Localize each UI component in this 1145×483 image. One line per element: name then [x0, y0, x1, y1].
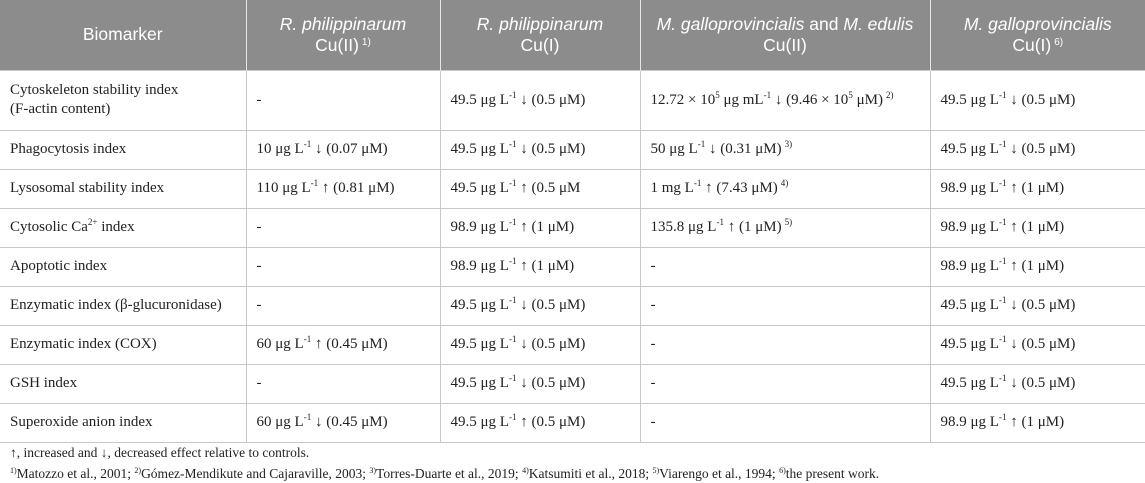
value-cell: - [640, 286, 930, 325]
value-cell: 98.9 μg $L^{-1}$ ↑ (1 μM) [440, 247, 640, 286]
value-cell: 1 mg $L^{-1}$ ↑ (7.43 μM) $^{4)}$ [640, 169, 930, 208]
footnote-references [10, 466, 879, 482]
value-cell: 49.5 μg $L^{-1}$ ↓ (0.5 μM) [930, 364, 1145, 403]
table-row [0, 70, 1145, 130]
value-cell: 49.5 μg $L^{-1}$ ↑ (0.5 μM) [440, 403, 640, 442]
footnote-ref-number: 3) [369, 466, 377, 475]
table-row [0, 130, 1145, 169]
value-cell: 49.5 μg $L^{-1}$ ↓ (0.5 μM) [930, 325, 1145, 364]
header-row [0, 0, 1145, 70]
biomarker-cell: Lysosomal stability index [0, 169, 246, 208]
header-species: M. galloprovincialis [963, 13, 1112, 34]
footnote-ref-number: 2) [134, 466, 142, 475]
value-cell: 135.8 μg $L^{-1}$ ↑ (1 μM) $^{5)}$ [640, 208, 930, 247]
value-cell: - [640, 364, 930, 403]
biomarker-cell: Cytosolic $Ca^{2+}$ index [0, 208, 246, 247]
table-row [0, 286, 1145, 325]
header-species-2: M. edulis [843, 13, 914, 34]
value-cell: - [246, 247, 440, 286]
header-rp-cu1 [440, 0, 640, 70]
biomarker-cell: Apoptotic index [0, 247, 246, 286]
value-cell: 98.9 μg $L^{-1}$ ↑ (1 μM) [440, 208, 640, 247]
value-cell: 49.5 μg $L^{-1}$ ↓ (0.5 μM) [440, 325, 640, 364]
header-ref: 1) [361, 36, 371, 48]
header-copper-form: Cu(I) [520, 34, 560, 55]
biomarker-cell: Phagocytosis index [0, 130, 246, 169]
footnote-ref-text: Gómez-Mendikute and Cajaraville, 2003; [141, 466, 370, 481]
footnote-ref-number: 4) [522, 466, 529, 475]
header-species: M. galloprovincialis [656, 13, 805, 34]
value-cell: 110 μg $L^{-1}$ ↑ (0.81 μM) [246, 169, 440, 208]
value-cell: 10 μg $L^{-1}$ ↓ (0.07 μM) [246, 130, 440, 169]
header-copper-form: Cu(II) [763, 34, 807, 55]
footnote-ref-number: 6) [779, 466, 786, 475]
biomarker-cell: Superoxide anion index [0, 403, 246, 442]
header-species: R. philippinarum [476, 13, 604, 34]
value-cell: - [246, 208, 440, 247]
value-cell: 60 μg $L^{-1}$ ↓ (0.45 μM) [246, 403, 440, 442]
value-cell: 98.9 μg $L^{-1}$ ↑ (1 μM) [930, 208, 1145, 247]
biomarker-cell: Enzymatic index (β-glucuronidase) [0, 286, 246, 325]
value-cell: - [246, 364, 440, 403]
footnote-ref-number: 5) [652, 466, 660, 475]
value-cell: - [640, 325, 930, 364]
table-row [0, 169, 1145, 208]
header-species: R. philippinarum [279, 13, 407, 34]
value-cell: 60 μg $L^{-1}$ ↑ (0.45 μM) [246, 325, 440, 364]
biomarker-cell: Cytoskeleton stability index (F-actin content) [0, 70, 246, 130]
value-cell: 49.5 μg $L^{-1}$ ↓ (0.5 μM) [440, 364, 640, 403]
value-cell: 49.5 μg $L^{-1}$ ↓ (0.5 μM) [440, 70, 640, 130]
header-conj: and [809, 13, 839, 34]
header-biomarker [0, 0, 246, 70]
value-cell: 49.5 μg $L^{-1}$ ↓ (0.5 μM) [930, 286, 1145, 325]
header-mg-cu1 [930, 0, 1145, 70]
footnote-ref-text: Viarengo et al., 1994; [659, 466, 780, 481]
footnote-legend [10, 445, 309, 461]
value-cell: 49.5 μg $L^{-1}$ ↓ (0.5 μM) [930, 70, 1145, 130]
value-cell: 98.9 μg $L^{-1}$ ↑ (1 μM) [930, 247, 1145, 286]
footnote-ref-text: the present work. [785, 466, 880, 481]
value-cell: - [246, 286, 440, 325]
value-cell: - [640, 247, 930, 286]
value-cell: 49.5 μg $L^{-1}$ ↓ (0.5 μM) [930, 130, 1145, 169]
value-cell: - [640, 403, 930, 442]
footnote-ref-text: Torres-Duarte et al., 2019; [376, 466, 523, 481]
table-row [0, 403, 1145, 442]
value-cell: $12.72 \times 10^5$ μg $mL^{-1}$ ↓ ($9.46 \times 10^5$ μM) $^{2)}$ [640, 70, 930, 130]
table-row [0, 208, 1145, 247]
value-cell: 98.9 μg $L^{-1}$ ↑ (1 μM) [930, 169, 1145, 208]
footnote-legend-text: ↑, increased and ↓, decreased effect relative to controls. [10, 445, 310, 460]
value-cell: 49.5 μg $L^{-1}$ ↑ (0.5 μM [440, 169, 640, 208]
footnote-ref-text: Matozzo et al., 2001; [16, 466, 135, 481]
value-cell: 49.5 μg $L^{-1}$ ↓ (0.5 μM) [440, 286, 640, 325]
table-row [0, 364, 1145, 403]
value-cell: 50 μg $L^{-1}$ ↓ (0.31 μM) $^{3)}$ [640, 130, 930, 169]
table-row [0, 325, 1145, 364]
footnote-ref-text: Katsumiti et al., 2018; [528, 466, 653, 481]
value-cell: 98.9 μg $L^{-1}$ ↑ (1 μM) [930, 403, 1145, 442]
header-copper-form: Cu(II) [315, 34, 359, 55]
header-mg-me-cu2 [640, 0, 930, 70]
header-ref: 6) [1054, 36, 1064, 48]
header-text: Biomarker [82, 24, 163, 45]
value-cell: 49.5 μg $L^{-1}$ ↓ (0.5 μM) [440, 130, 640, 169]
biomarker-cell: Enzymatic index (COX) [0, 325, 246, 364]
value-cell: - [246, 70, 440, 130]
table-row [0, 247, 1145, 286]
footnote-ref-number: 1) [10, 466, 17, 475]
biomarker-cell: GSH index [0, 364, 246, 403]
header-rp-cu2 [246, 0, 440, 70]
header-copper-form: Cu(I) [1012, 34, 1052, 55]
